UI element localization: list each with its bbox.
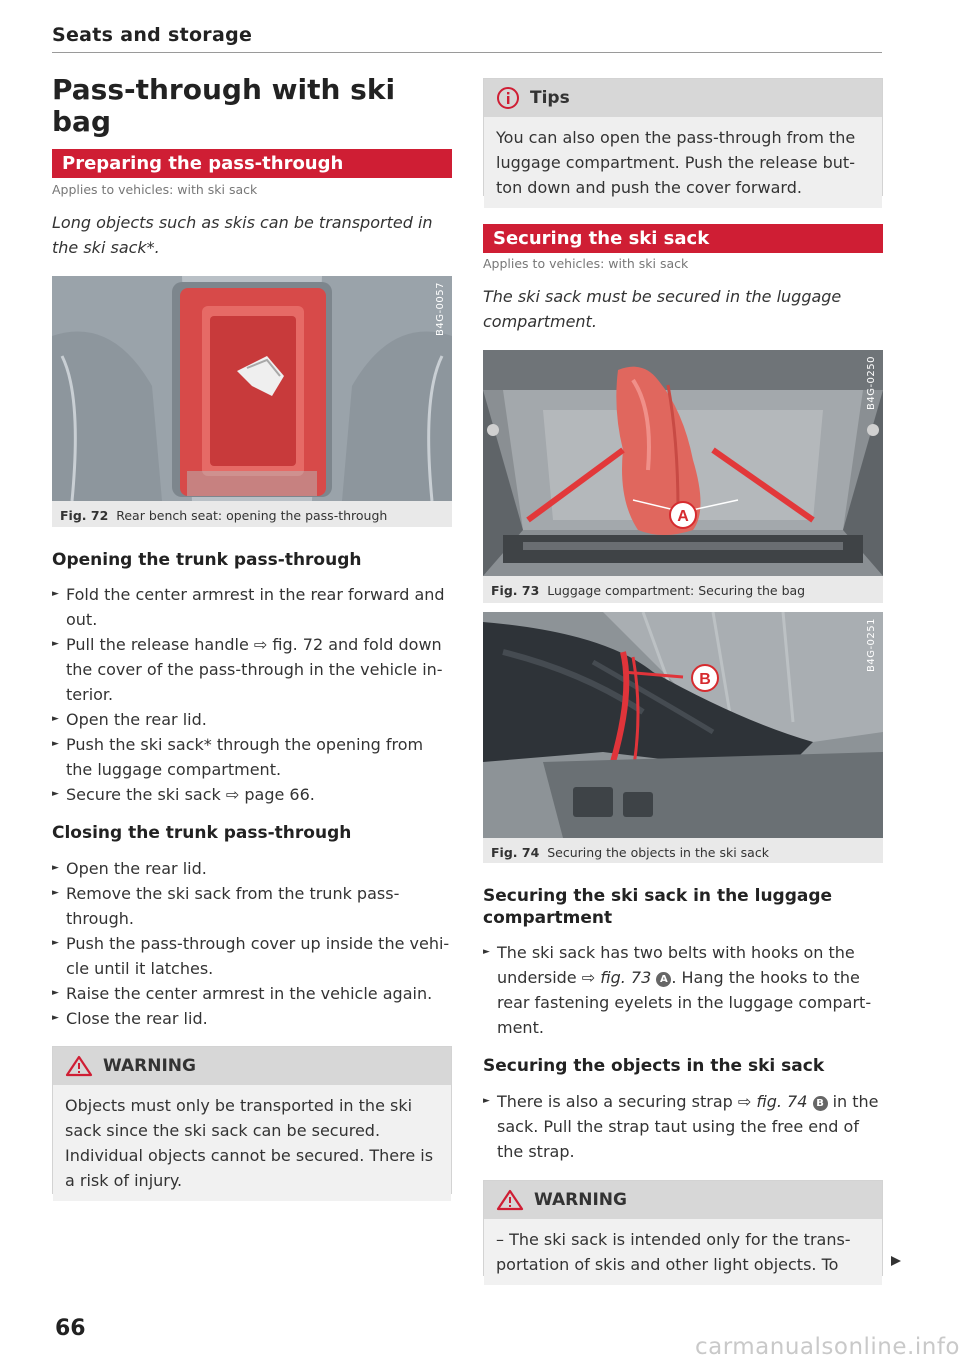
list-item: ► Pull the release handle ⇨ fig. 72 and fold down the cover of the pass-through in the vehicle interior. — [52, 632, 452, 707]
list-item — [483, 1089, 883, 1164]
ski-sack-objects-image — [483, 612, 883, 838]
marker-b: B — [699, 671, 711, 688]
tips-title: Tips — [530, 88, 570, 108]
heading-closing: Closing the trunk pass-through — [52, 823, 352, 843]
list-item: ► Push the pass-through cover up inside the vehicle until it latches. — [52, 931, 452, 981]
figure-74 — [483, 612, 883, 863]
list-item: ► Push the ski sack* through the opening from the luggage compartment. — [52, 732, 452, 782]
list-item — [483, 940, 883, 1040]
securing-objects-steps — [483, 1089, 883, 1164]
figure-caption — [491, 583, 805, 598]
figure-label: Fig. 72 — [60, 508, 109, 523]
page-number: 66 — [55, 1316, 86, 1341]
figure-code: B4G-0250 — [866, 356, 877, 411]
tips-box — [483, 78, 883, 196]
list-item: ► Open the rear lid. — [52, 856, 452, 881]
list-item: ► Open the rear lid. — [52, 707, 452, 732]
warning-header — [484, 1181, 882, 1219]
figure-72 — [52, 276, 452, 527]
luggage-compartment-image — [483, 350, 883, 576]
step-text: . Hang the hooks to the rear fastening eyelets in the luggage compartment. — [497, 968, 872, 1037]
heading-securing-luggage: Securing the ski sack in the luggage compartment — [483, 886, 833, 928]
tips-header — [484, 79, 882, 117]
section-title: Seats and storage — [52, 24, 253, 46]
figure-label: Fig. 73 — [491, 583, 540, 598]
step-text: The ski sack has two belts with hooks on the underside — [497, 943, 855, 987]
closing-steps — [52, 856, 452, 1031]
list-item: ► Raise the center armrest in the vehicle again. — [52, 981, 452, 1006]
warning-text: Objects must only be transported in the ski sack since the ski sack can be secured. Individual objects cannot be secured. There is a risk of injury. — [53, 1085, 451, 1201]
warning-title: WARNING — [103, 1056, 196, 1076]
step-text: There is also a securing strap — [497, 1092, 738, 1111]
warning-title: WARNING — [534, 1190, 627, 1210]
list-item: ► Close the rear lid. — [52, 1006, 452, 1031]
figure-caption — [60, 508, 387, 523]
lead-text: The ski sack must be secured in the luggage compartment. — [483, 287, 842, 331]
rear-bench-image — [52, 276, 452, 501]
warning-box — [483, 1180, 883, 1276]
list-item: ► Remove the ski sack from the trunk passthrough. — [52, 881, 452, 931]
warning-header — [53, 1047, 451, 1085]
watermark: carmanualsonline.info — [694, 1334, 960, 1360]
figure-caption-text: Rear bench seat: opening the pass-through — [116, 508, 388, 523]
list-item: ► Secure the ski sack ⇨ page 66. — [52, 782, 452, 807]
list-item: ► Fold the center armrest in the rear forward and out. — [52, 582, 452, 632]
heading-securing-objects: Securing the objects in the ski sack — [483, 1056, 825, 1076]
heading-opening: Opening the trunk pass-through — [52, 550, 362, 570]
warning-triangle-icon — [496, 1189, 526, 1211]
subsection-bar-preparing: Preparing the pass-through — [52, 149, 452, 178]
warning-text: – The ski sack is intended only for the transportation of skis and other light objects. To — [484, 1219, 882, 1285]
subsection-bar-securing: Securing the ski sack — [483, 224, 883, 253]
marker-a: A — [677, 508, 689, 525]
info-icon — [496, 86, 520, 110]
securing-luggage-steps — [483, 940, 883, 1040]
applies-note: Applies to vehicles: with ski sack — [52, 182, 258, 197]
warning-box — [52, 1046, 452, 1194]
applies-note: Applies to vehicles: with ski sack — [483, 256, 689, 271]
figure-label: Fig. 74 — [491, 845, 540, 860]
continue-arrow-icon — [889, 1253, 903, 1272]
lead-text: Long objects such as skis can be transported in the ski sack*. — [52, 213, 433, 257]
tips-text: You can also open the pass-through from the luggage compartment. Push the release button down and push the cover forward. — [484, 117, 882, 208]
marker-a-badge: A — [656, 972, 671, 987]
figure-link[interactable]: ⇨ fig. 73 — [581, 968, 652, 987]
marker-b-badge: B — [813, 1096, 828, 1111]
figure-caption-text: Luggage compartment: Securing the bag — [547, 583, 806, 598]
figure-caption — [491, 845, 769, 860]
figure-caption-text: Securing the objects in the ski sack — [547, 845, 769, 860]
page-title: Pass-through with ski bag — [52, 73, 396, 138]
figure-link[interactable]: ⇨ fig. 74 — [737, 1092, 808, 1111]
step-text: in the sack. Pull the strap taut using the free end of the strap. — [497, 1092, 879, 1161]
figure-73 — [483, 350, 883, 603]
opening-steps — [52, 582, 452, 807]
warning-triangle-icon — [65, 1055, 95, 1077]
header-divider — [52, 52, 882, 53]
figure-code: B4G-0057 — [435, 282, 446, 337]
figure-code: B4G-0251 — [866, 618, 877, 673]
